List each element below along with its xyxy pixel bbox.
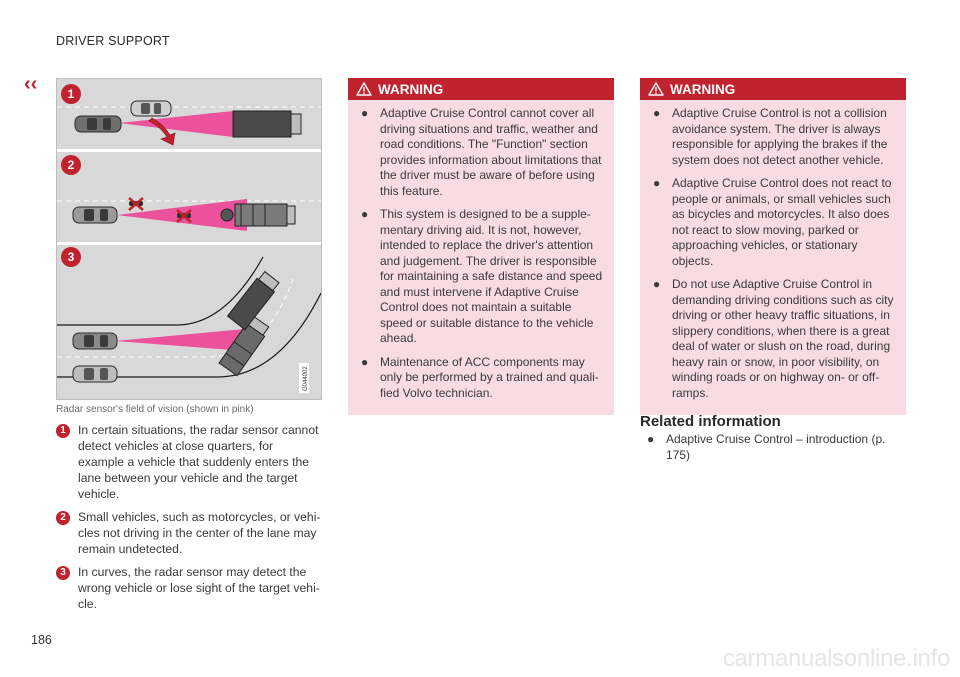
warning-item: ● Adaptive Cruise Control cannot cover all driving situations and traffic, weather and road conditions. The "Function" section provides information about limitations that the driver must be aware of before using this feature. <box>361 106 602 198</box>
warning-triangle-icon <box>648 82 664 96</box>
watermark: carmanualsonline.info <box>722 645 950 672</box>
warning-item: ● This system is designed to be a supple-mentary driving aid. It is not, however, intended to replace the driver's attention and judgement. The driver is responsible for maintaining a safe distance and speed and must intervene if Adaptive Cruise Control does not maintain a suitable speed or suitable distance to the vehicle ahead. <box>361 207 603 345</box>
related-information <box>640 413 906 471</box>
figure-caption: Radar sensor's field of vision (shown in pink) <box>56 404 254 415</box>
own-car-2 <box>73 207 117 223</box>
figure-code: G044002 <box>303 366 309 391</box>
warning-item: ● Maintenance of ACC components may only be performed by a trained and quali-fied Volvo technician. <box>361 354 599 400</box>
situation-item-2: 2 Small vehicles, such as motorcycles, or vehi-cles not driving in the center of the lane may remain undetected. <box>56 509 322 557</box>
own-car-3 <box>73 333 117 349</box>
warning-title: WARNING <box>378 81 444 97</box>
badge-3: 3 <box>67 250 75 264</box>
radar-field-of-vision-figure <box>56 78 322 400</box>
related-title: Related information <box>640 413 781 430</box>
badge-1: 1 <box>67 87 75 101</box>
number-badge: 1 <box>56 424 70 438</box>
own-car-1 <box>75 116 121 132</box>
number-badge: 2 <box>56 511 70 525</box>
warning-header <box>348 78 614 100</box>
warning-triangle-icon <box>356 82 372 96</box>
warning-box-2 <box>640 78 906 415</box>
related-link[interactable]: ● Adaptive Cruise Control – introduction (p. 175) <box>647 432 886 462</box>
page-header: DRIVER SUPPORT <box>56 34 170 48</box>
cut-in-car <box>131 101 171 116</box>
situation-item-1: 1 In certain situations, the radar sensor cannot detect vehicles at close quarters, for example a vehicle that suddenly enters the lane between your vehicle and the target vehicle. <box>56 422 322 502</box>
badge-2: 2 <box>67 158 75 172</box>
motorcycle-1 <box>129 198 143 210</box>
target-truck-1 <box>233 111 301 137</box>
situations-list <box>56 422 322 619</box>
page-number: 186 <box>31 633 52 647</box>
warning-item: ● Do not use Adaptive Cruise Control in demanding driving conditions such as city driving or other heavy traffic situations, in slippery conditions, when there is a great deal of water or slush on the road, during heavy rain or snow, in poor visibility, on winding roads or on highway on- or off-ramps. <box>653 277 894 400</box>
situation-item-3: 3 In curves, the radar sensor may detect the wrong vehicle or lose sight of the target vehi-cle. <box>56 564 322 612</box>
double-chevron-left-icon[interactable]: ‹‹ <box>24 73 38 95</box>
number-badge: 3 <box>56 566 70 580</box>
lane-car-3 <box>73 366 117 382</box>
warning-item: ● Adaptive Cruise Control is not a collision avoidance system. The driver is always responsible for applying the brakes if the system does not detect another vehicle. <box>653 106 888 167</box>
warning-item: ● Adaptive Cruise Control does not react to people or animals, or small vehicles such as bicycles and motorcycles. It also does not react to slow moving, parked or approaching vehicles, or stationary objects. <box>653 176 892 268</box>
warning-header <box>640 78 906 100</box>
warning-box-1 <box>348 78 614 415</box>
warning-title: WARNING <box>670 81 736 97</box>
